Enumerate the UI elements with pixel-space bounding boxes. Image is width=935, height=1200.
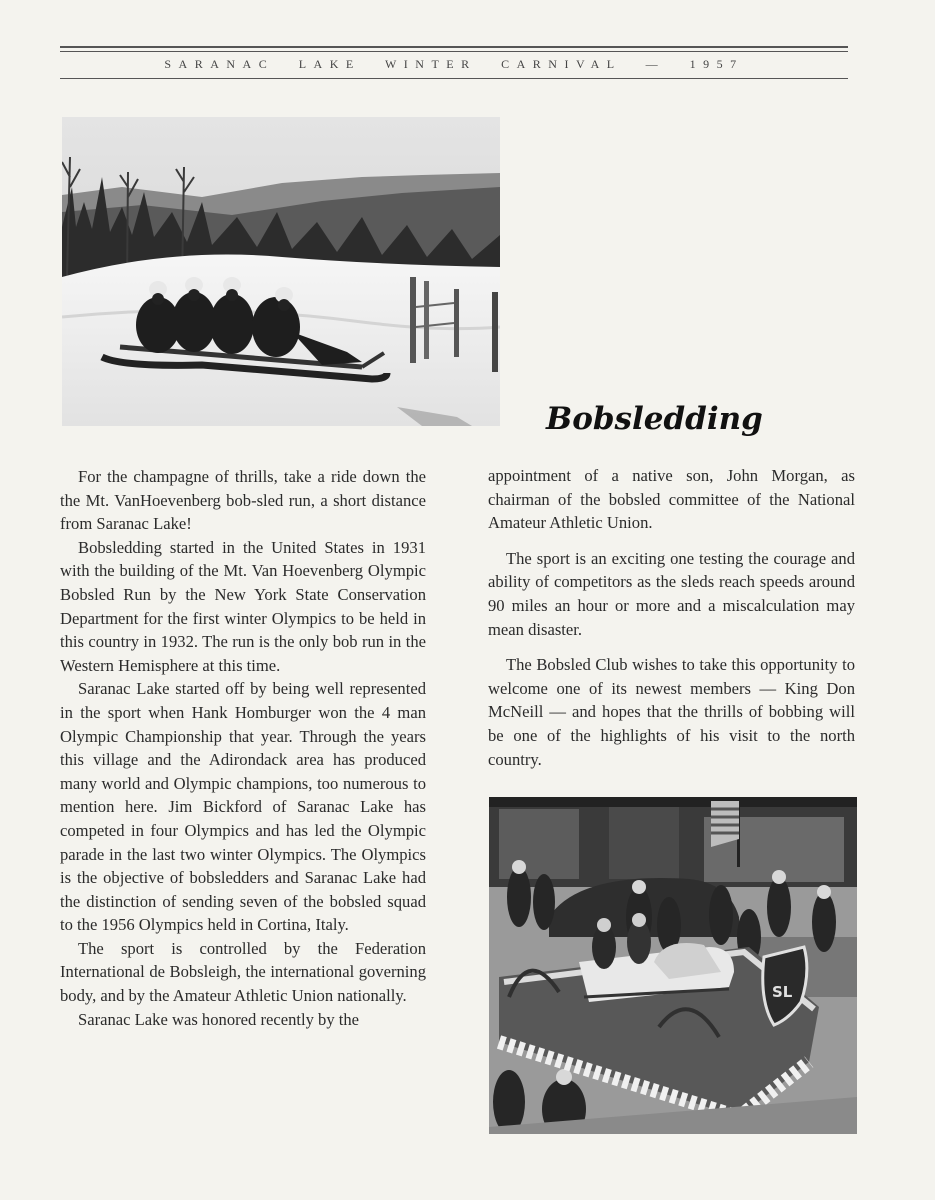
running-head: SARANAC LAKE WINTER CARNIVAL — 1957 [164, 57, 744, 71]
paragraph: The sport is controlled by the Federation International de Bobsleigh, the international governing body, and by the Amateur Athletic Union nationally. [60, 938, 426, 1006]
float-sign-text: SL [772, 983, 793, 1001]
paragraph: For the champagne of thrills, take a ride down the the Mt. VanHoevenberg bob-sled run, a short distance from Saranac Lake! [60, 467, 426, 534]
header-rule-top [60, 46, 848, 48]
paragraph: Saranac Lake was honored recently by the [78, 1009, 360, 1029]
article-title: Bobsledding [546, 400, 763, 437]
header-rule-bottom [60, 78, 848, 79]
header-rule-top-thin [60, 51, 848, 52]
left-column [60, 465, 426, 1031]
paragraph: Bobsledding started in the United States in 1931 with the building of the Mt. Van Hoevenberg Olympic Bobsled Run by the New York State Conservation Department for the first winter Olympics to be held in this country in 1932. The run is the only bob run in the Western Hemisphere at this time. [60, 537, 426, 675]
paragraph: The Bobsled Club wishes to take this opportunity to welcome one of its newest members — King Don McNeill — and hopes that the thrills of bobbing will be one of the highlights of his visit to the north country. [488, 655, 855, 769]
bobsled-team-photo [62, 117, 500, 426]
right-column [488, 464, 855, 783]
paragraph: appointment of a native son, John Morgan, as chairman of the bobsled committee of the National Amateur Athletic Union. [488, 466, 855, 533]
paragraph: Saranac Lake started off by being well represented in the sport when Hank Homburger won the 4 man Olympic Championship that year. Through the years this village and the Adirondack area has produced many world and Olympic champions, too numerous to mention here. Jim Bickford of Saranac Lake has competed in four Olympics and has led the Olympic parade in the last two winter Olympics. The Olympics is the objective of bobsledders and Saranac Lake had the distinction of sending seven of the bobsled squad to the 1956 Olympics held in Cortina, Italy. [60, 679, 426, 935]
paragraph: The sport is an exciting one testing the courage and ability of competitors as the sleds reach speeds around 90 miles an hour or more and a miscalculation may mean disaster. [488, 548, 855, 639]
parade-float-photo [489, 797, 857, 1134]
